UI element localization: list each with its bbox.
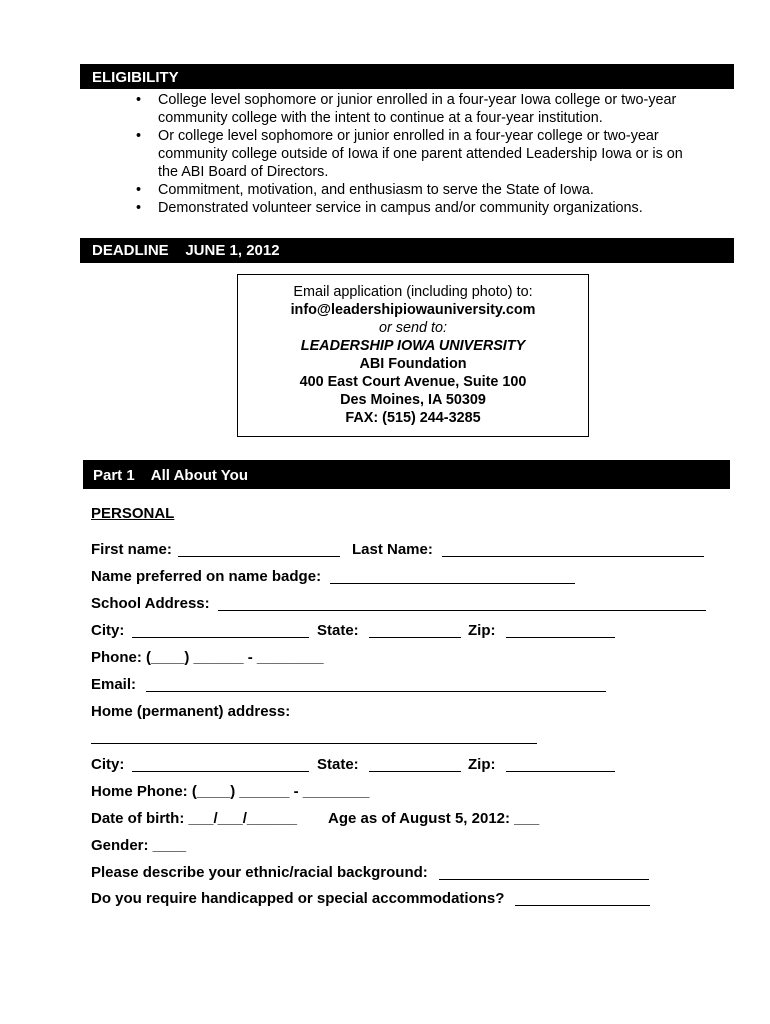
- org-name: LEADERSHIP IOWA UNIVERSITY: [300, 338, 526, 354]
- or-send-to: or send to:: [379, 320, 447, 336]
- bullet-icon: •: [136, 92, 142, 108]
- bullet-icon: •: [136, 200, 142, 216]
- date-of-birth-field[interactable]: Date of birth: ___/___/______: [91, 810, 297, 827]
- badge-name-label: Name preferred on name badge:: [91, 568, 322, 585]
- first-name-label: First name:: [91, 541, 172, 558]
- eligibility-line: Demonstrated volunteer service in campus and/or community organizations.: [158, 200, 643, 216]
- eligibility-list: [90, 91, 730, 217]
- accommodations-label: Do you require handicapped or special accommodations?: [91, 890, 505, 907]
- last-name-label: Last Name:: [352, 541, 433, 558]
- eligibility-item: [90, 199, 730, 217]
- deadline-header: DEADLINE JUNE 1, 2012: [80, 238, 734, 263]
- home-zip-field[interactable]: [506, 771, 615, 772]
- city-field[interactable]: [132, 637, 309, 638]
- home-state-label: State:: [317, 756, 359, 773]
- home-city-label: City:: [91, 756, 125, 773]
- home-state-field[interactable]: [369, 771, 461, 772]
- eligibility-line: community college outside of Iowa if one parent attended Leadership Iowa or is on: [158, 146, 683, 162]
- state-field[interactable]: [369, 637, 461, 638]
- bullet-icon: •: [136, 128, 142, 144]
- eligibility-item: [90, 91, 730, 127]
- ethnic-background-field[interactable]: [439, 879, 649, 880]
- first-name-field[interactable]: [178, 556, 340, 557]
- gender-field[interactable]: Gender: ____: [91, 837, 187, 854]
- email-field[interactable]: [146, 691, 606, 692]
- eligibility-item: [90, 127, 730, 181]
- zip-label: Zip:: [468, 622, 496, 639]
- bullet-icon: •: [136, 182, 142, 198]
- badge-name-field[interactable]: [330, 583, 575, 584]
- home-address-field[interactable]: [91, 743, 537, 744]
- school-address-label: School Address:: [91, 595, 210, 612]
- zip-field[interactable]: [506, 637, 615, 638]
- home-zip-label: Zip:: [468, 756, 496, 773]
- ethnic-background-label: Please describe your ethnic/racial background:: [91, 864, 428, 881]
- mailing-instructions-box: [237, 274, 589, 437]
- eligibility-line: community college with the intent to continue at a four-year institution.: [158, 110, 603, 126]
- school-address-field[interactable]: [218, 610, 706, 611]
- city-label: City:: [91, 622, 125, 639]
- eligibility-header: ELIGIBILITY: [80, 64, 734, 89]
- part1-header: Part 1 All About You: [83, 460, 730, 489]
- email-label: Email:: [91, 676, 137, 693]
- personal-heading: PERSONAL: [91, 505, 175, 522]
- state-label: State:: [317, 622, 359, 639]
- eligibility-item: [90, 181, 730, 199]
- email-address[interactable]: info@leadershipiowauniversity.com: [290, 302, 536, 318]
- foundation-name: ABI Foundation: [359, 356, 467, 372]
- email-instruction: Email application (including photo) to:: [293, 284, 533, 300]
- last-name-field[interactable]: [442, 556, 704, 557]
- phone-field[interactable]: Phone: (____) ______ - ________: [91, 649, 324, 666]
- home-phone-field[interactable]: Home Phone: (____) ______ - ________: [91, 783, 370, 800]
- eligibility-line: the ABI Board of Directors.: [158, 164, 329, 180]
- street-address: 400 East Court Avenue, Suite 100: [299, 374, 527, 390]
- fax-number: FAX: (515) 244-3285: [345, 410, 481, 426]
- home-city-field[interactable]: [132, 771, 309, 772]
- city-state-zip: Des Moines, IA 50309: [340, 392, 486, 408]
- age-field[interactable]: Age as of August 5, 2012: ___: [328, 810, 540, 827]
- eligibility-line: Or college level sophomore or junior enrolled in a four-year college or two-year: [158, 128, 659, 144]
- accommodations-field[interactable]: [515, 905, 650, 906]
- eligibility-line: Commitment, motivation, and enthusiasm to serve the State of Iowa.: [158, 182, 594, 198]
- eligibility-line: College level sophomore or junior enrolled in a four-year Iowa college or two-year: [158, 92, 677, 108]
- home-address-label: Home (permanent) address:: [91, 703, 291, 720]
